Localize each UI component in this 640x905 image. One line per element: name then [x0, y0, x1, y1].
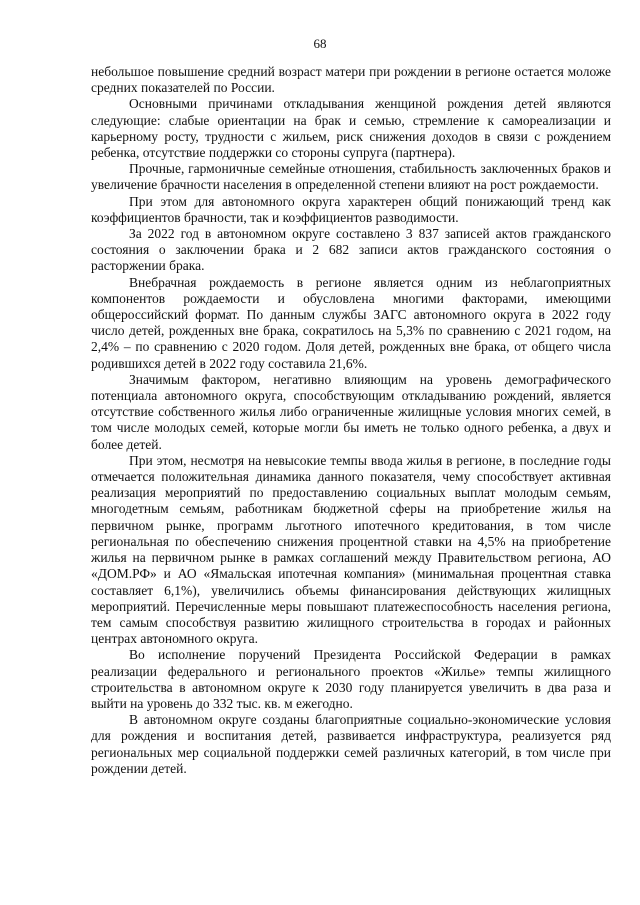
paragraph: Значимым фактором, негативно влияющим на уровень демографического потенциала автономного округа, способствующим откладыванию рождений, является отсутствие собственного жилья либо ограниченные жилищные условия многих семей, в том числе молодых семей, которые могли бы иметь не только одного ребенка, а двух и более детей.	[91, 371, 611, 452]
paragraph: При этом, несмотря на невысокие темпы ввода жилья в регионе, в последние годы отмечается положительная динамика данного показателя, чему способствует активная реализация мероприятий по предоставлению социальных выплат молодым семьям, многодетным семьям, работникам бюджетной сферы на приобретение жилья на первичном рынке, программ льготного ипотечного кредитования, в том числе региональная по обеспечению снижения процентной ставки на 4,5% на приобретение жилья на первичном рынке в рамках соглашений между Правительством региона, АО «ДОМ.РФ» и АО «Ямальская ипотечная компания» (минимальная процентная ставка составляет 6,1%), увеличились объемы финансирования действующих жилищных мероприятий. Перечисленные меры повышают платежеспособность населения региона, тем самым способствуя развитию жилищного строительства в городах и районных центрах автономного округа.	[91, 452, 611, 647]
document-body	[91, 64, 611, 777]
paragraph: Прочные, гармоничные семейные отношения, стабильность заключенных браков и увеличение брачности населения в определенной степени влияют на рост рождаемости.	[91, 161, 611, 193]
paragraph: Внебрачная рождаемость в регионе является одним из неблагоприятных компонентов рождаемости и обусловлена многими факторами, имеющими общероссийский формат. По данным службы ЗАГС автономного округа в 2022 году число детей, рожденных вне брака, сократилось на 5,3% по сравнению с 2021 годом, на 2,4% – по сравнению с 2020 годом. Доля детей, рожденных вне брака, от общего числа родившихся детей в 2022 году составила 21,6%.	[91, 274, 611, 371]
paragraph: Во исполнение поручений Президента Российской Федерации в рамках реализации федерального и регионального проектов «Жилье» темпы жилищного строительства в автономном округе к 2030 году планируется увеличить в два раза и выйти на уровень до 332 тыс. кв. м ежегодно.	[91, 647, 611, 711]
paragraph: За 2022 год в автономном округе составлено 3 837 записей актов гражданского состояния о заключении брака и 2 682 записи актов гражданского состояния о расторжении брака.	[91, 226, 611, 274]
page-number: 68	[313, 36, 327, 51]
paragraph: В автономном округе созданы благоприятные социально-экономические условия для рождения и воспитания детей, развивается инфраструктура, реализуется ряд региональных мер социальной поддержки семей различных категорий, в том числе при рождении детей.	[91, 712, 611, 776]
paragraph: При этом для автономного округа характерен общий понижающий тренд как коэффициентов брачности, так и коэффициентов разводимости.	[91, 193, 611, 225]
paragraph: небольшое повышение средний возраст матери при рождении в регионе остается моложе средних показателей по России.	[91, 64, 611, 96]
paragraph: Основными причинами откладывания женщиной рождения детей являются следующие: слабые ориентации на брак и семью, стремление к самореализации и карьерному росту, трудности с жильем, риск снижения доходов в связи с рождением ребенка, отсутствие поддержки со стороны супруга (партнера).	[91, 96, 611, 161]
